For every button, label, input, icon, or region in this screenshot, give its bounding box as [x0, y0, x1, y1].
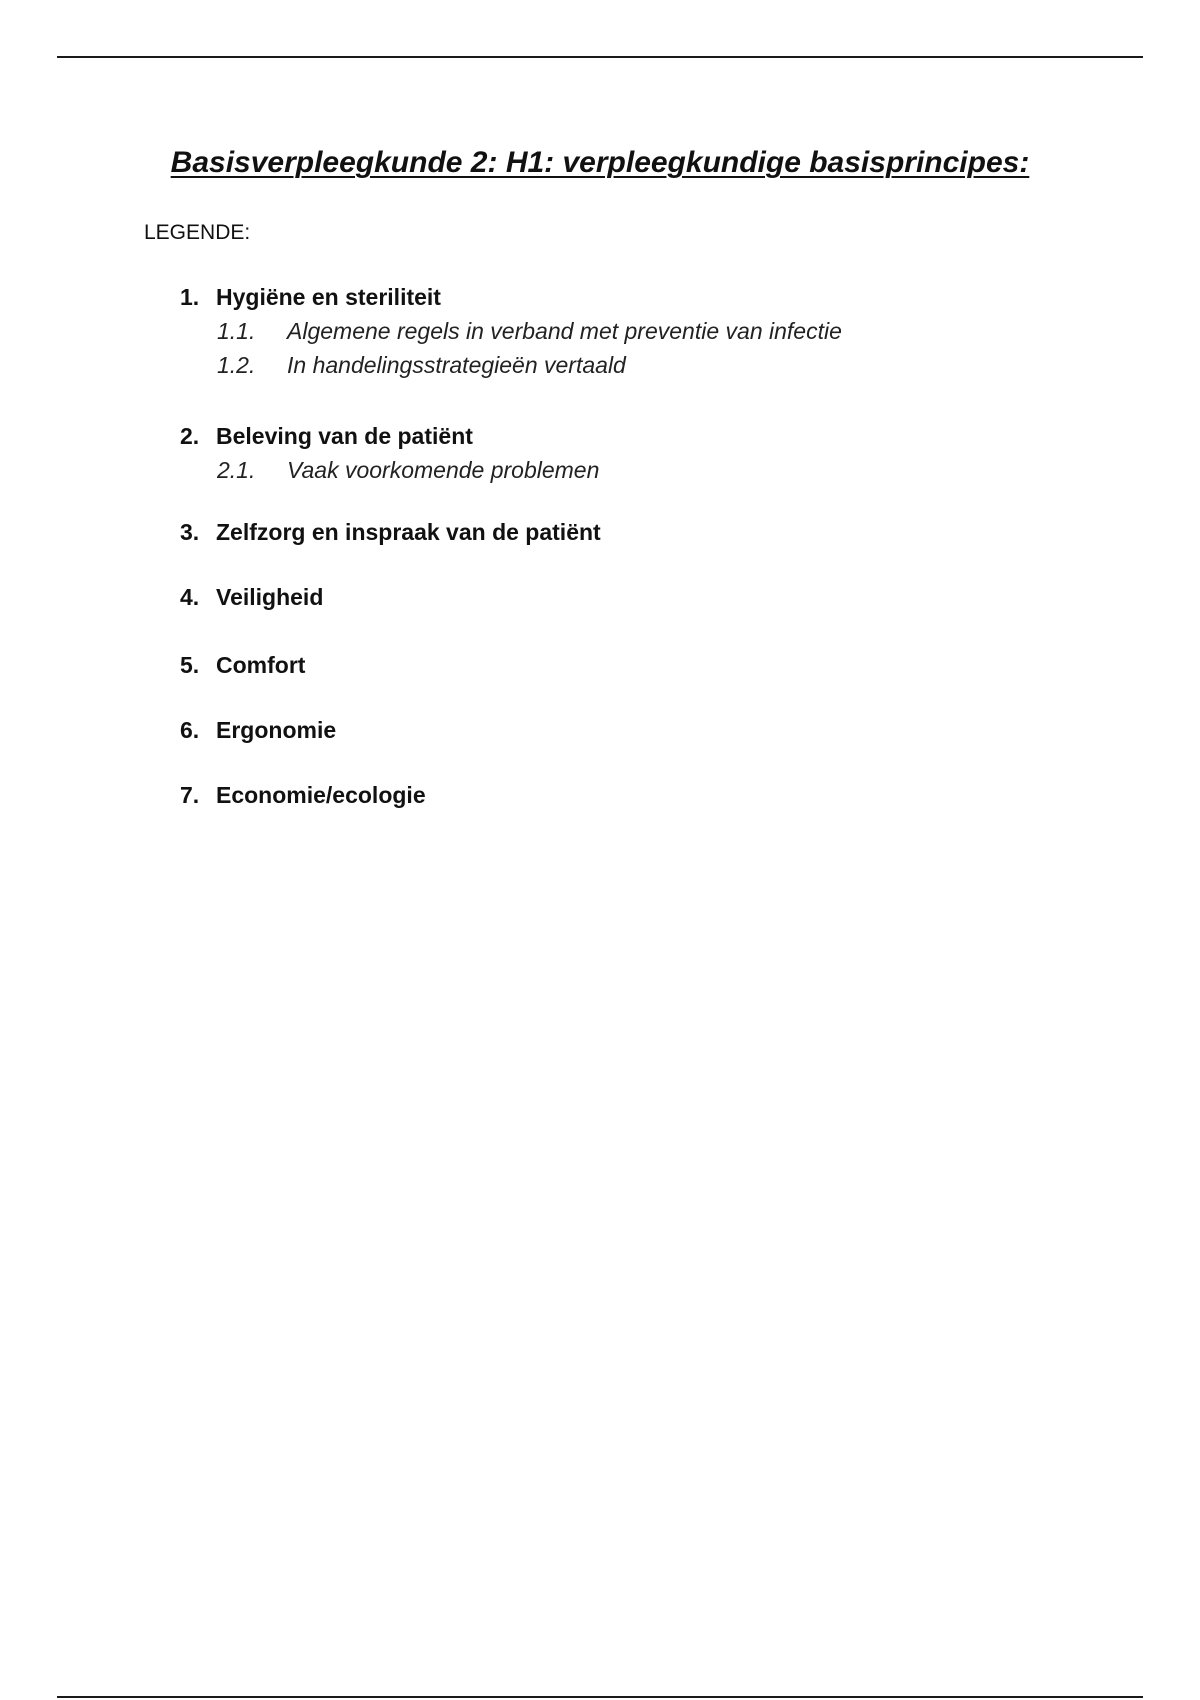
- outline-item-number: 2.: [180, 423, 200, 449]
- legend-label: LEGENDE:: [144, 221, 251, 244]
- outline-item-label: Economie/ecologie: [216, 782, 426, 808]
- footer-rule: [57, 1696, 1143, 1698]
- outline-item-number: 7.: [180, 782, 200, 808]
- outline-item-label: Hygiëne en steriliteit: [216, 284, 441, 310]
- outline-item-label: Veiligheid: [216, 584, 324, 610]
- outline-subitem-label: Vaak voorkomende problemen: [287, 457, 600, 483]
- outline-item-number: 6.: [180, 717, 200, 743]
- outline-item: [180, 782, 426, 809]
- outline-item: [180, 584, 323, 611]
- outline-subitem: [217, 457, 599, 484]
- outline-item-number: 5.: [180, 652, 200, 678]
- outline-item: [180, 284, 441, 311]
- outline-item-number: 1.: [180, 284, 200, 310]
- outline-subitem-label: Algemene regels in verband met preventie van infectie: [287, 318, 842, 344]
- outline-item: [180, 423, 473, 450]
- outline-item-number: 4.: [180, 584, 200, 610]
- outline-item: [180, 519, 601, 546]
- outline-subitem-label: In handelingsstrategieën vertaald: [287, 352, 626, 378]
- outline-item-label: Comfort: [216, 652, 306, 678]
- outline-subitem-number: 1.1.: [217, 318, 256, 344]
- outline-item-number: 3.: [180, 519, 200, 545]
- outline-subitem-number: 2.1.: [217, 457, 256, 483]
- outline-item-label: Zelfzorg en inspraak van de patiënt: [216, 519, 601, 545]
- outline-subitem: [217, 318, 842, 345]
- document-title: Basisverpleegkunde 2: H1: verpleegkundige basisprincipes:: [170, 146, 1030, 179]
- outline-item-label: Beleving van de patiënt: [216, 423, 473, 449]
- outline-item-label: Ergonomie: [216, 717, 337, 743]
- header-rule: [57, 56, 1143, 58]
- outline-subitem: [217, 352, 626, 379]
- outline-item: [180, 652, 305, 679]
- outline-item: [180, 717, 336, 744]
- outline-subitem-number: 1.2.: [217, 352, 256, 378]
